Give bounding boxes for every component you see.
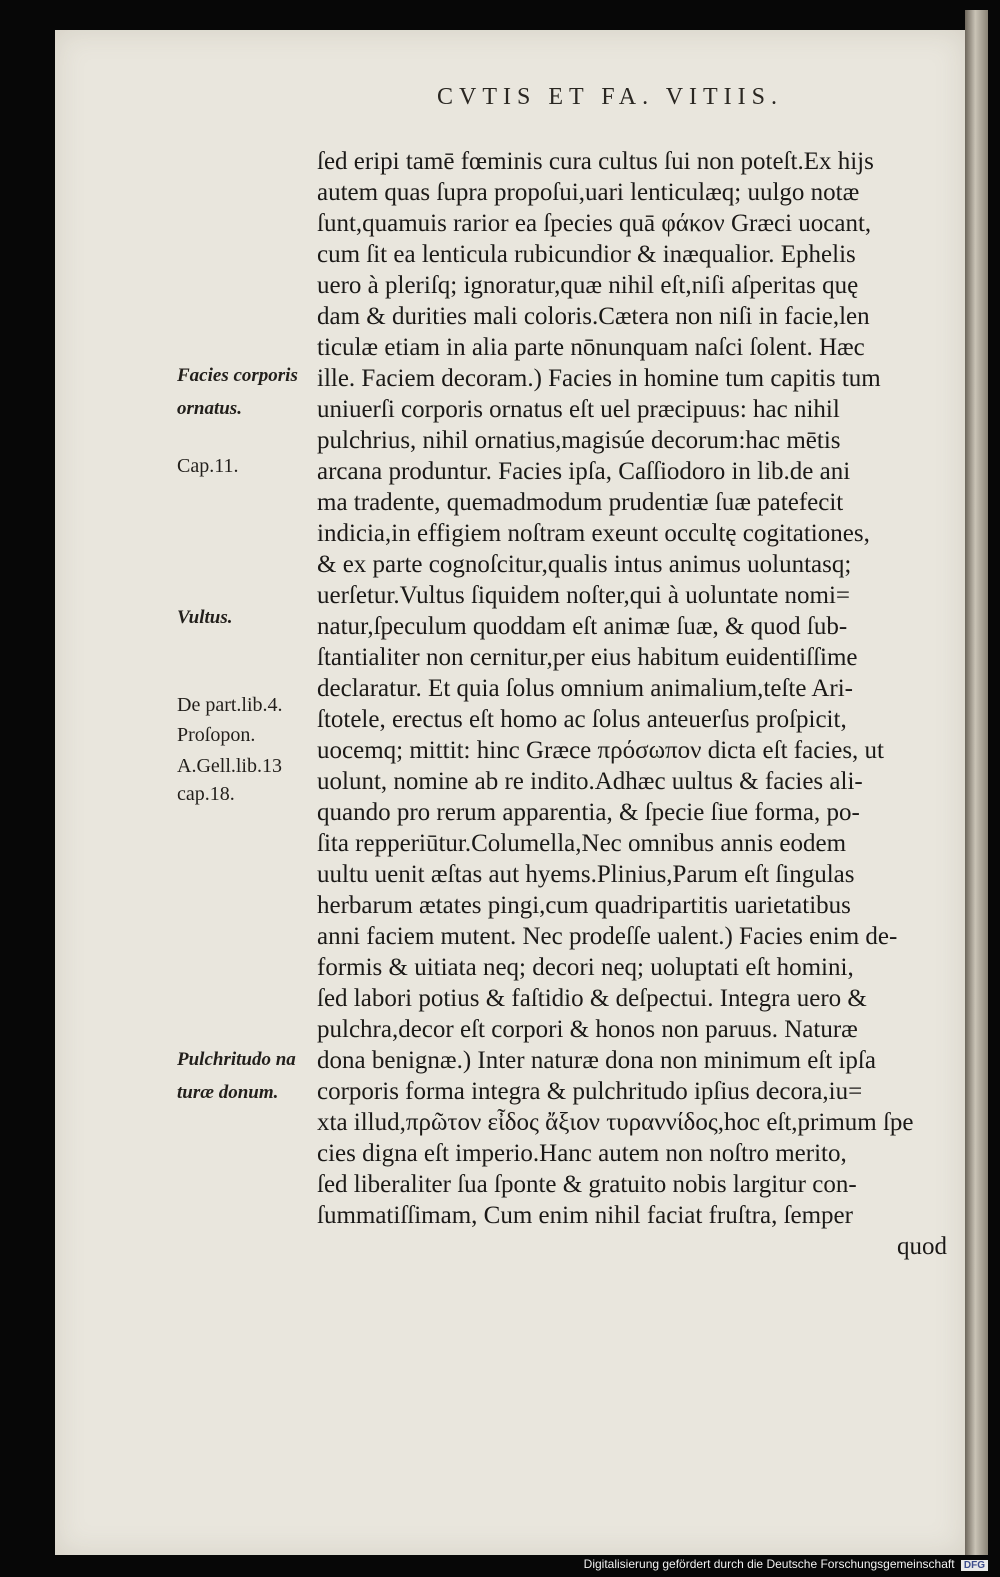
digitization-credit — [584, 1557, 988, 1571]
text-line: uerſetur.Vultus ſiquidem noſter,qui à uoluntate nomi= — [317, 582, 851, 609]
text-line: xta illud,πρῶτον εἶδος ἄξιον τυραννίδος,hoc eſt,primum ſpe — [317, 1109, 914, 1136]
text-line: dam & durities mali coloris.Cætera non niſi in facie,len — [317, 303, 870, 330]
text-line: pulchrius, nihil ornatius,magisúe decorum:hac mētis — [317, 427, 841, 454]
page-gutter — [965, 10, 988, 1555]
text-line: ma tradente, quemadmodum prudentiæ ſuæ patefecit — [317, 489, 844, 516]
running-header: CVTIS ET FA. VITIIS. — [437, 84, 784, 110]
text-line: ſtantialiter non cernitur,per eius habitum euidentiſſime — [317, 644, 858, 671]
text-line: arcana produntur. Facies ipſa, Caſſiodoro in lib.de ani — [317, 458, 851, 485]
credit-text: Digitalisierung gefördert durch die Deutsche Forschungsgemeinschaft — [583, 1557, 955, 1571]
text-line: ſtotele, erectus eſt homo ac ſolus anteuerſus proſpicit, — [317, 706, 847, 733]
text-line: ſed labori potius & faſtidio & deſpectui. Integra uero & — [317, 985, 867, 1012]
margin-note: Cap.11. — [177, 455, 239, 477]
text-line: uultu uenit æſtas aut hyems.Plinius,Parum eſt ſingulas — [317, 861, 855, 888]
text-line: uocemq; mittit: hinc Græce πρόσωπον dicta eſt facies, ut — [317, 737, 885, 764]
text-line: autem quas ſupra propoſui,uari lenticulæq; uulgo notæ — [317, 179, 860, 206]
text-line: uniuerſi corporis ornatus eſt uel præcipuus: hac nihil — [317, 396, 840, 423]
text-line: formis & uitiata neq; decori neq; uoluptati eſt homini, — [317, 954, 854, 981]
margin-note: De part.lib.4. — [177, 694, 283, 716]
text-line: dona benignæ.) Inter naturæ dona non minimum eſt ipſa — [317, 1047, 876, 1074]
text-line: ſunt,quamuis rarior ea ſpecies quā φάκον Græci uocant, — [317, 210, 872, 237]
text-line: ticulæ etiam in alia parte nōnunquam naſci ſolent. Hæc — [317, 334, 865, 361]
text-line: & ex parte cognoſcitur,qualis intus animus uoluntasq; — [317, 551, 852, 578]
text-line: ſed eripi tamē fœminis cura cultus ſui non poteſt.Ex hijs — [317, 148, 874, 175]
text-line: cum ſit ea lenticula rubicundior & inæqualior. Ephelis — [317, 241, 856, 268]
margin-note: Facies corporis — [177, 365, 298, 386]
text-line: pulchra,decor eſt corpori & honos non paruus. Naturæ — [317, 1016, 858, 1043]
margin-note: Vultus. — [177, 607, 233, 628]
text-line: declaratur. Et quia ſolus omnium animalium,teſte Ari- — [317, 675, 853, 702]
margin-note: cap.18. — [177, 783, 235, 805]
text-line: ſita repperiūtur.Columella,Nec omnibus annis eodem — [317, 830, 847, 857]
text-line: quando pro rerum apparentia, & ſpecie ſiue forma, po- — [317, 799, 860, 826]
text-line: herbarum ætates pingi,cum quadripartitis uarietatibus — [317, 892, 851, 919]
margin-note: ornatus. — [177, 398, 242, 419]
text-line: uero à pleriſq; ignoratur,quæ nihil eſt,niſi aſperitas quę — [317, 272, 859, 299]
body-text — [317, 146, 957, 1262]
text-line: anni faciem mutent. Nec prodeſſe ualent.) Facies enim de- — [317, 923, 898, 950]
text-line: ille. Faciem decoram.) Facies in homine tum capitis tum — [317, 365, 881, 392]
text-line: ſed liberaliter ſua ſponte & gratuito nobis largitur con- — [317, 1171, 857, 1198]
catchword: quod — [897, 1233, 947, 1260]
text-line: cies digna eſt imperio.Hanc autem non noſtro merito, — [317, 1140, 847, 1167]
margin-note: Proſopon. — [177, 724, 256, 746]
dfg-logo: DFG — [961, 1560, 988, 1571]
text-line: ſummatiſſimam, Cum enim nihil faciat fruſtra, ſemper — [317, 1202, 853, 1229]
text-line: natur,ſpeculum quoddam eſt animæ ſuæ, & quod ſub- — [317, 613, 848, 640]
margin-note: Pulchritudo na — [177, 1049, 296, 1070]
margin-note: A.Gell.lib.13 — [177, 755, 282, 777]
text-line: uolunt, nomine ab re indito.Adhæc uultus & facies ali- — [317, 768, 863, 795]
text-line: indicia,in effigiem noſtram exeunt occultę cogitationes, — [317, 520, 870, 547]
text-line: corporis forma integra & pulchritudo ipſius decora,iu= — [317, 1078, 863, 1105]
margin-note: turæ donum. — [177, 1082, 279, 1103]
